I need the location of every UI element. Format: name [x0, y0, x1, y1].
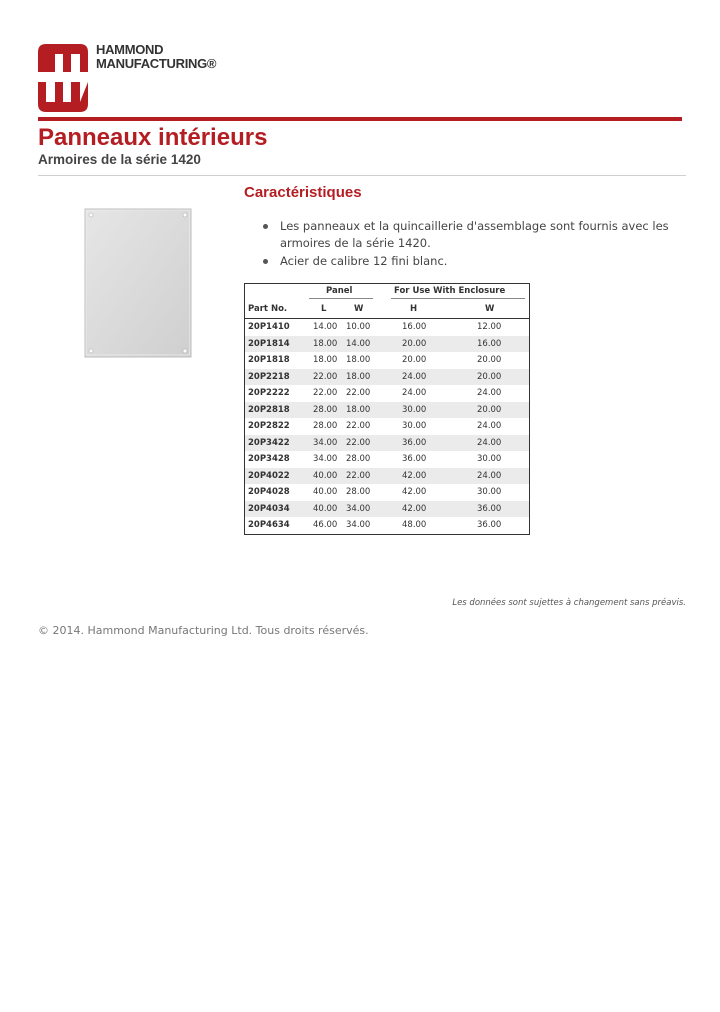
- table-row: [245, 517, 529, 534]
- cell-w2: 20.00: [477, 404, 502, 415]
- copyright: © 2014. Hammond Manufacturing Ltd. Tous droits réservés.: [38, 624, 369, 637]
- cell-part: 20P1818: [248, 355, 290, 365]
- header-divider: [38, 175, 686, 176]
- page-subtitle: Armoires de la série 1420: [38, 152, 201, 167]
- features-list: [262, 218, 682, 271]
- cell-l: 14.00: [313, 322, 338, 332]
- cell-l: 22.00: [313, 388, 338, 398]
- col-header-w: W: [354, 304, 364, 314]
- group-underline-panel: [309, 298, 373, 299]
- table-row: [245, 435, 529, 452]
- cell-w: 18.00: [346, 404, 371, 415]
- cell-w2: 24.00: [477, 470, 502, 481]
- cell-w2: 20.00: [477, 371, 502, 382]
- cell-h: 20.00: [402, 338, 427, 349]
- cell-part: 20P3428: [248, 454, 290, 464]
- cell-h: 42.00: [402, 470, 427, 481]
- cell-l: 34.00: [313, 454, 338, 464]
- disclaimer: Les données sont sujettes à changement sans préavis.: [452, 598, 686, 608]
- brand-name-line1: HAMMOND: [96, 42, 164, 57]
- cell-w2: 30.00: [477, 487, 502, 497]
- col-header-h: H: [410, 304, 418, 314]
- cell-l: 46.00: [313, 520, 338, 530]
- page-title: Panneaux intérieurs: [38, 124, 268, 151]
- cell-w: 28.00: [346, 454, 371, 464]
- table-row: [245, 418, 529, 435]
- cell-l: 28.00: [313, 404, 338, 415]
- hammond-logo-mark-icon: [38, 42, 88, 114]
- col-header-part: Part No.: [248, 304, 288, 314]
- cell-l: 40.00: [313, 487, 338, 497]
- cell-part: 20P3422: [248, 437, 290, 448]
- cell-w: 18.00: [346, 371, 371, 382]
- table-row: [245, 451, 529, 468]
- cell-part: 20P1814: [248, 338, 290, 349]
- features-heading: Caractéristiques: [244, 184, 362, 201]
- cell-h: 24.00: [402, 371, 427, 382]
- cell-part: 20P2222: [248, 388, 290, 398]
- cell-w2: 16.00: [477, 338, 502, 349]
- group-underline-enclosure: [391, 298, 525, 299]
- cell-l: 40.00: [313, 470, 338, 481]
- cell-w2: 36.00: [477, 503, 502, 514]
- cell-part: 20P2818: [248, 404, 290, 415]
- cell-l: 34.00: [313, 437, 338, 448]
- cell-part: 20P1410: [248, 322, 290, 332]
- cell-w: 22.00: [346, 470, 371, 481]
- cell-part: 20P4022: [248, 470, 290, 481]
- cell-h: 42.00: [402, 503, 427, 514]
- cell-w: 22.00: [346, 437, 371, 448]
- cell-h: 48.00: [402, 520, 427, 530]
- brand-name-line2: MANUFACTURING®: [96, 56, 217, 71]
- table-row: [245, 336, 529, 353]
- cell-w: 10.00: [346, 322, 371, 332]
- table-row: [245, 468, 529, 485]
- cell-h: 36.00: [402, 437, 427, 448]
- table-body: [245, 319, 529, 534]
- cell-part: 20P4028: [248, 487, 290, 497]
- table-row: [245, 501, 529, 518]
- col-header-l: L: [321, 304, 327, 314]
- table-row: [245, 369, 529, 386]
- panel-product-image: [82, 207, 194, 359]
- cell-w: 28.00: [346, 487, 371, 497]
- header-red-rule: [38, 117, 682, 121]
- cell-h: 24.00: [402, 388, 427, 398]
- cell-h: 42.00: [402, 487, 427, 497]
- cell-w2: 24.00: [477, 437, 502, 448]
- table-group-header: [245, 284, 529, 300]
- cell-l: 40.00: [313, 503, 338, 514]
- cell-h: 30.00: [402, 421, 427, 431]
- col-header-w2: W: [485, 304, 495, 314]
- table-row: [245, 352, 529, 369]
- cell-part: 20P2218: [248, 371, 290, 382]
- cell-w: 34.00: [346, 503, 371, 514]
- table-row: [245, 484, 529, 501]
- cell-l: 18.00: [313, 355, 338, 365]
- cell-w2: 20.00: [477, 355, 502, 365]
- cell-h: 30.00: [402, 404, 427, 415]
- cell-part: 20P4634: [248, 520, 290, 530]
- cell-w2: 36.00: [477, 520, 502, 530]
- cell-w: 34.00: [346, 520, 371, 530]
- cell-h: 36.00: [402, 454, 427, 464]
- table-row: [245, 385, 529, 402]
- cell-h: 16.00: [402, 322, 427, 332]
- cell-w2: 24.00: [477, 421, 502, 431]
- cell-l: 22.00: [313, 371, 338, 382]
- feature-item: Acier de calibre 12 fini blanc.: [262, 253, 682, 270]
- cell-w: 18.00: [346, 355, 371, 365]
- cell-part: 20P4034: [248, 503, 290, 514]
- table-column-header: [245, 300, 529, 319]
- cell-h: 20.00: [402, 355, 427, 365]
- group-header-enclosure: For Use With Enclosure: [394, 286, 506, 296]
- cell-w2: 30.00: [477, 454, 502, 464]
- group-header-panel: Panel: [326, 286, 353, 296]
- hammond-logo: [38, 42, 228, 114]
- table-row: [245, 402, 529, 419]
- cell-l: 18.00: [313, 338, 338, 349]
- spec-table: [244, 283, 530, 535]
- cell-w2: 12.00: [477, 322, 502, 332]
- table-row: [245, 319, 529, 336]
- feature-item: Les panneaux et la quincaillerie d'assemblage sont fournis avec les armoires de la série 1420.: [262, 218, 682, 252]
- cell-w: 14.00: [346, 338, 371, 349]
- cell-l: 28.00: [313, 421, 338, 431]
- cell-part: 20P2822: [248, 421, 290, 431]
- cell-w: 22.00: [346, 388, 371, 398]
- cell-w2: 24.00: [477, 388, 502, 398]
- cell-w: 22.00: [346, 421, 371, 431]
